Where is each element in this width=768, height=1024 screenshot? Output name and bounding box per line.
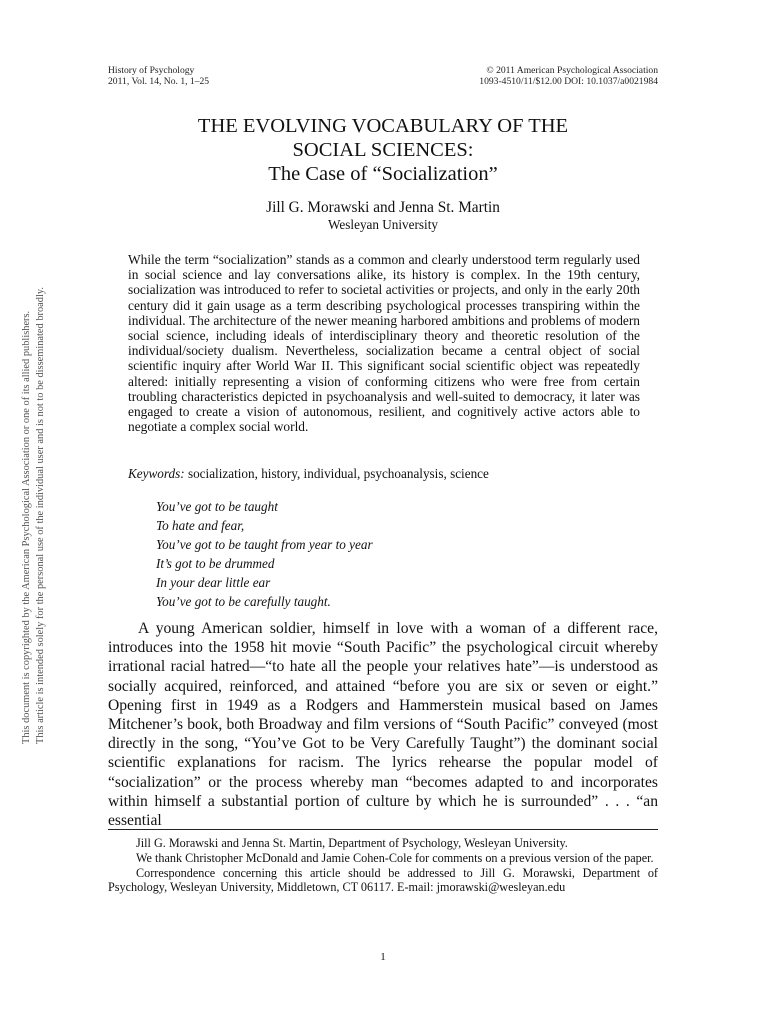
footnotes [108,836,658,895]
affiliation: Wesleyan University [328,217,438,232]
doi-line: 1093-4510/11/$12.00 DOI: 10.1037/a0021984 [479,76,658,87]
keywords [128,466,640,482]
publisher-header [479,65,658,87]
copyright-line: © 2011 American Psychological Association [486,65,658,76]
epigraph-line: You’ve got to be taught from year to year [156,537,373,552]
side-notice-line-1: This document is copyrighted by the American Psychological Association or one of its allied publishers. [21,310,32,744]
correspondence-note: Correspondence concerning this article should be addressed to Jill G. Morawski, Department of Psychology, Wesleyan University, Middletown, CT 06117. E-mail: jmorawski@wesleyan.edu [108,865,658,895]
title-line-1: THE EVOLVING VOCABULARY OF THE [197,115,569,137]
title-line-3: The Case of “Socialization” [268,163,498,185]
article-title [108,114,658,186]
keywords-label: Keywords: [128,466,185,481]
journal-name: History of Psychology [108,65,195,76]
epigraph-line: To hate and fear, [156,518,245,533]
epigraph-line: It’s got to be drummed [156,556,275,571]
epigraph-line: You’ve got to be carefully taught. [156,594,331,609]
copyright-side-notice [20,4,48,744]
title-line-2: SOCIAL SCIENCES: [292,139,474,161]
journal-issue: 2011, Vol. 14, No. 1, 1–25 [108,76,210,87]
side-notice-line-2: This article is intended solely for the personal use of the individual user and is not to be disseminated broadly. [35,287,46,744]
page-number: 1 [380,951,386,963]
acknowledgment-note: We thank Christopher McDonald and Jamie Cohen-Cole for comments on a previous version of the paper. [136,850,654,865]
epigraph-line: In your dear little ear [156,575,271,590]
abstract: While the term “socialization” stands as a common and clearly understood term regularly used in social science and lay conversations alike, its history is complex. In the 19th century, socialization was introduced to refer to societal activities or projects, and only in the early 20th century did it gain usage as a term describing psychological processes transpiring within the individual. The architecture of the newer meaning harbored ambitions and problems of modern social science, including ideals of interdisciplinary theory and theoretic resolution of the individual/society dualism. Nevertheless, socialization became a central object of social scientific inquiry after World War II. This significant social scientific object was repeatedly altered: initially representing a vision of conforming citizens who were free from certain troubling characteristics depicted in psychoanalysis and well-suited to democracy, it later was engaged to create a vision of autonomous, resilient, and cognitively active actors able to negotiate a complex social world. [128,252,640,435]
epigraph [156,497,636,611]
authors: Jill G. Morawski and Jenna St. Martin [266,199,500,216]
journal-header [108,65,209,87]
keywords-text: socialization, history, individual, psychoanalysis, science [184,466,489,481]
body-paragraph: A young American soldier, himself in love with a woman of a different race, introduces into the 1958 hit movie “South Pacific” the psychological circuit whereby irrational racial hatred—“to hate all the people your relatives hate”—is understood as socially acquired, reinforced, and attained “before you are six or seven or eight.” Opening first in 1949 as a Rodgers and Hammerstein musical based on James Mitchener’s book, both Broadway and film versions of “South Pacific” conveyed (most directly in the song, “You’ve Got to be Very Carefully Taught”) the dominant social scientific explanations for racism. The lyrics rehearse the popular model of “socialization” or the process whereby man “becomes adapted to and incorporates within himself a substantial portion of culture by which he is surrounded” . . . “an essential [108,620,658,830]
author-note: Jill G. Morawski and Jenna St. Martin, Department of Psychology, Wesleyan University. [136,836,568,850]
epigraph-line: You’ve got to be taught [156,499,278,514]
footnote-divider [108,829,658,830]
